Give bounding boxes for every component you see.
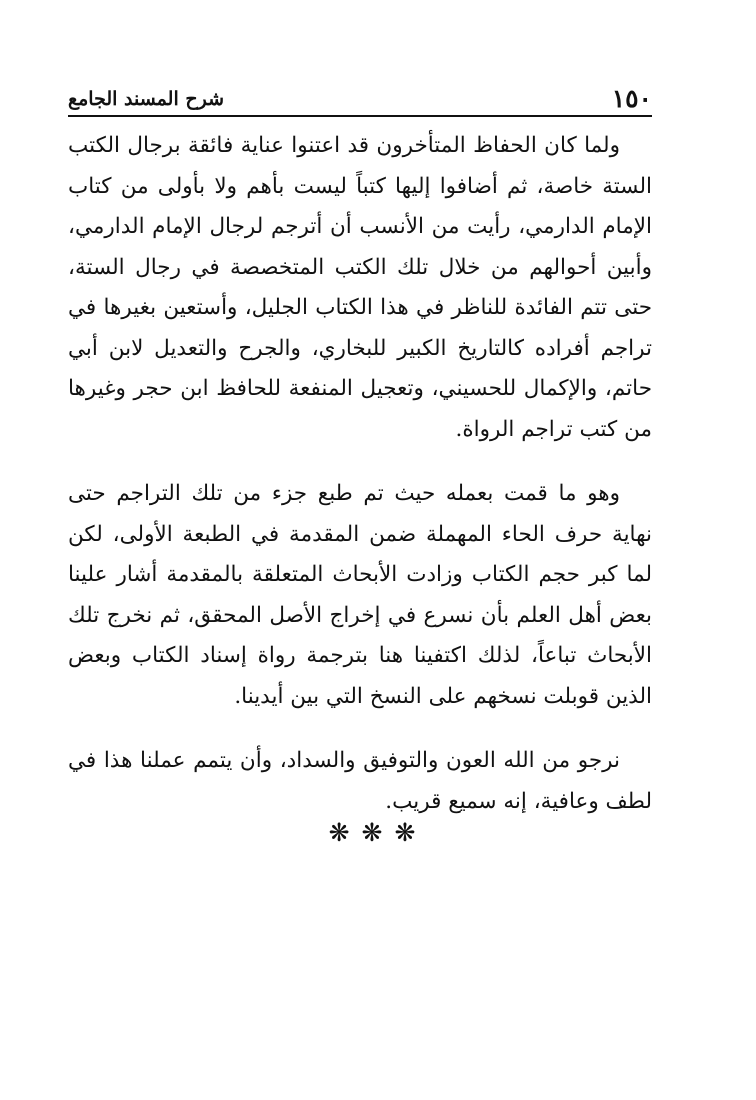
body-text [68,126,652,822]
book-title: شرح المسند الجامع [68,88,225,110]
paragraph-2: وهو ما قمت بعمله حيث تم طبع جزء من تلك التراجم حتى نهاية حرف الحاء المهملة ضمن المقدمة في الطبعة الأولى، لكن لما كبر حجم الكتاب وزادت الأبحاث المتعلقة بالمقدمة أشار علينا بعض أهل العلم بأن نسرع في إخراج الأصل المحقق، ثم نخرج تلك الأبحاث تباعاً، لذلك اكتفينا هنا بترجمة رواة إسناد الكتاب وبعض الذين قوبلت نسخهم على النسخ التي بين أيدينا. [68,481,652,709]
page-number: ١٥٠ [611,84,652,113]
header-divider [68,115,652,117]
paragraph-3: نرجو من الله العون والتوفيق والسداد، وأن يتمم عملنا هذا في لطف وعافية، إنه سميع قريب. [68,748,652,814]
running-header [68,78,652,114]
section-end-ornament: ❋❋❋ [328,818,428,847]
paragraph-1: ولما كان الحفاظ المتأخرون قد اعتنوا عناية فائقة برجال الكتب الستة خاصة، ثم أضافوا إليها كتباً ليست بأهم ولا بأولى من كتاب الإمام الدارمي، رأيت من الأنسب أن أترجم لرجال الإمام الدارمي، وأبين أحوالهم من خلال تلك الكتب المتخصصة في رجال الستة، حتى تتم الفائدة للناظر في هذا الكتاب الجليل، وأستعين بغيرها في تراجم أفراده كالتاريخ الكبير للبخاري، والجرح والتعديل لابن أبي حاتم، والإكمال للحسيني، وتعجيل المنفعة للحافظ ابن حجر وغيرها من كتب تراجم الرواة. [68,133,652,442]
